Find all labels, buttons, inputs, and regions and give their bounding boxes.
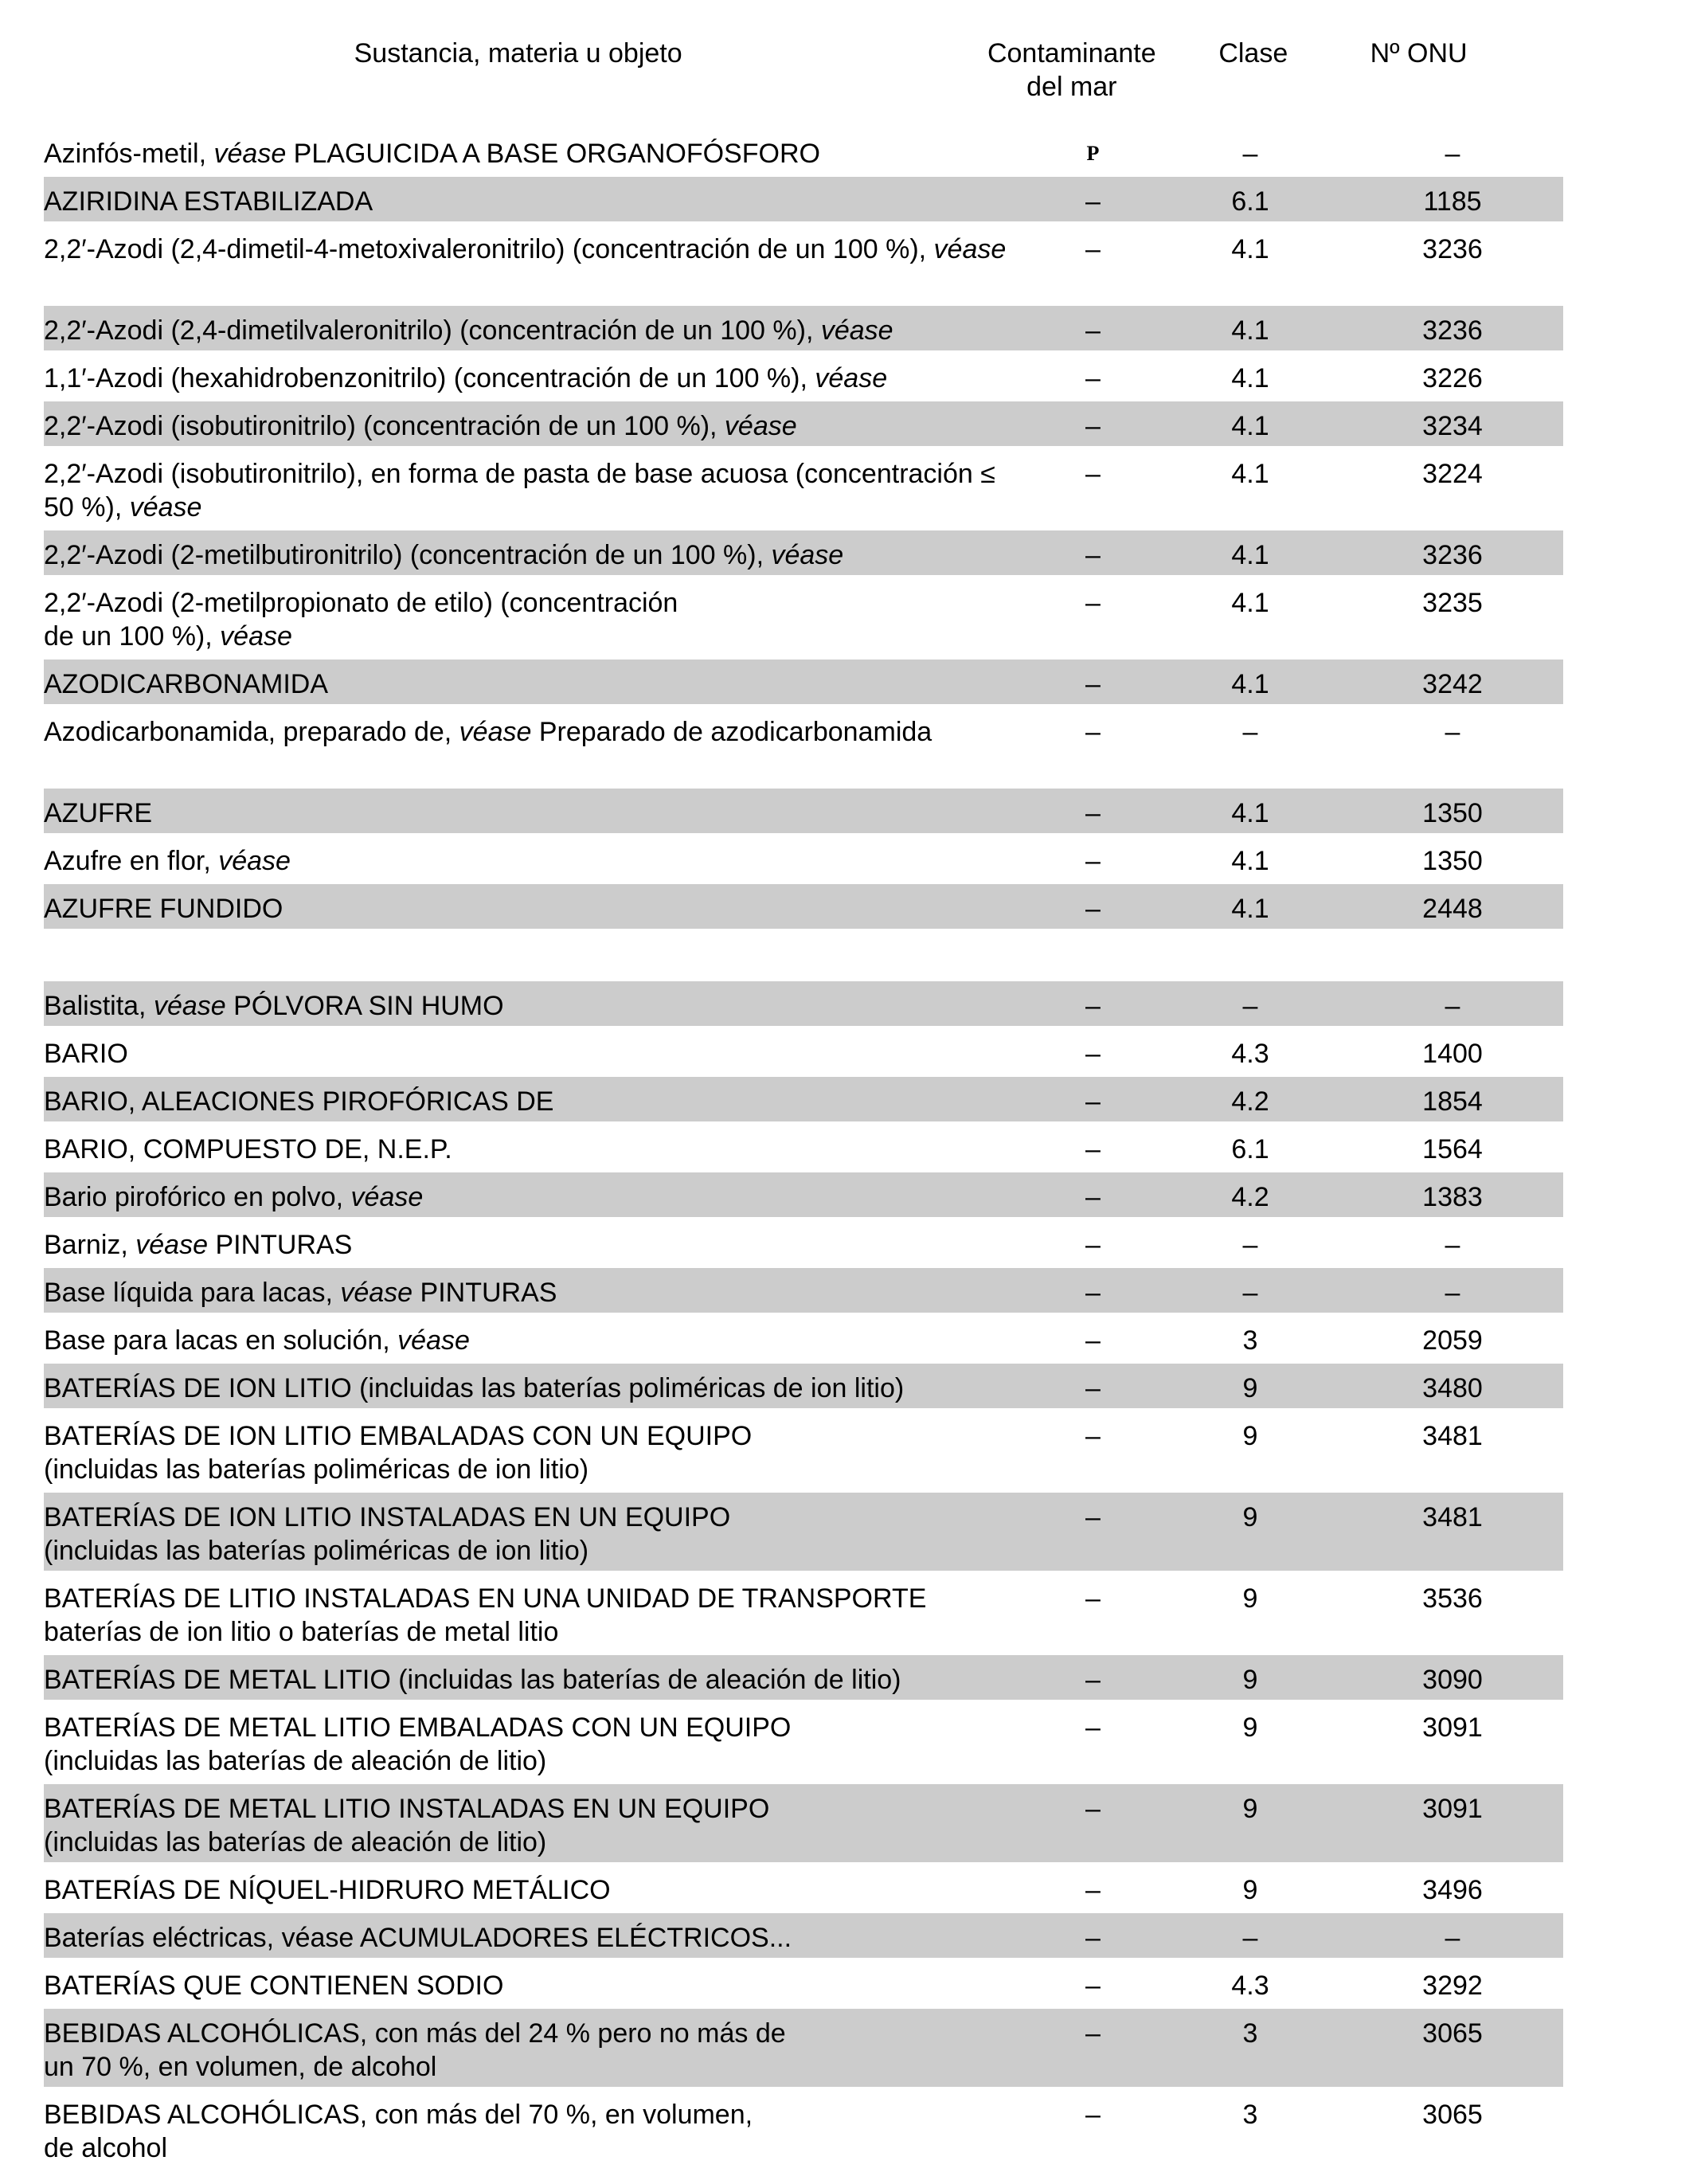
substance-name: [44, 137, 1027, 170]
see-target: Preparado de azodicarbonamida: [531, 717, 933, 747]
substance-text: Azodicarbonamida, preparado de,: [44, 717, 459, 747]
table-body: [44, 129, 1563, 2171]
marine-pollutant: –: [1085, 2018, 1101, 2049]
hazard-class: 4.1: [1231, 669, 1269, 699]
marine-pollutant: –: [1085, 798, 1101, 828]
table-row: [44, 401, 1563, 449]
un-number: 1564: [1422, 1134, 1483, 1164]
marine-pollutant: –: [1085, 1583, 1101, 1614]
un-number: 3236: [1422, 540, 1483, 570]
substance-name: [44, 989, 1027, 1023]
un-number: 3292: [1422, 1971, 1483, 2001]
table-row: [44, 1961, 1563, 2009]
hazard-class: 4.1: [1231, 846, 1269, 876]
see-reference: véase: [397, 1325, 470, 1356]
hazard-class: –: [1242, 717, 1258, 747]
substance-text: BEBIDAS ALCOHÓLICAS, con más del 24 % pero no más de un 70 %, en volumen, de alcohol: [44, 2018, 786, 2082]
substance-name: [44, 1085, 1027, 1118]
table-header: [44, 33, 1563, 129]
table-row: [44, 1703, 1563, 1784]
un-number: 3496: [1422, 1875, 1483, 1905]
un-number: –: [1445, 717, 1460, 747]
substance-name: [44, 1501, 1027, 1568]
substance-text: AZODICARBONAMIDA: [44, 669, 329, 699]
substance-text: Bario pirofórico en polvo,: [44, 1182, 351, 1212]
see-reference: véase: [218, 846, 291, 876]
substance-name: [44, 796, 1027, 830]
un-number: –: [1445, 1923, 1460, 1953]
table-row: [44, 306, 1563, 354]
substance-text: BEBIDAS ALCOHÓLICAS, con más del 70 %, en volumen, de alcohol: [44, 2100, 753, 2163]
hazard-class: 3: [1242, 2018, 1258, 2049]
marine-pollutant: –: [1085, 363, 1101, 393]
un-number: 3235: [1422, 588, 1483, 618]
header-class: Clase: [1218, 38, 1288, 68]
substance-text: 2,2′-Azodi (isobutironitrilo) (concentración de un 100 %),: [44, 411, 725, 441]
marine-pollutant: –: [1085, 315, 1101, 346]
table-row: [44, 1411, 1563, 1493]
table-row: [44, 1029, 1563, 1077]
substance-name: [44, 1921, 1027, 1955]
substance-text: Baterías eléctricas, véase ACUMULADORES ELÉCTRICOS...: [44, 1923, 792, 1953]
hazard-class: 9: [1242, 1583, 1258, 1614]
see-reference: véase: [220, 621, 292, 652]
marine-pollutant: –: [1085, 1421, 1101, 1451]
un-number: 1350: [1422, 798, 1483, 828]
hazard-class: 4.1: [1231, 588, 1269, 618]
hazard-class: 4.1: [1231, 894, 1269, 924]
hazard-class: –: [1242, 1278, 1258, 1308]
marine-pollutant: –: [1085, 1230, 1101, 1260]
table-row: [44, 2009, 1563, 2090]
substance-text: BARIO, COMPUESTO DE, N.E.P.: [44, 1134, 452, 1164]
marine-pollutant: –: [1085, 894, 1101, 924]
hazard-class: 9: [1242, 1794, 1258, 1824]
marine-pollutant: –: [1085, 669, 1101, 699]
substance-text: BATERÍAS QUE CONTIENEN SODIO: [44, 1971, 504, 2001]
marine-pollutant: –: [1085, 1665, 1101, 1695]
header-marine-pollutant: Contaminante del mar: [987, 38, 1156, 102]
hazard-class: 9: [1242, 1502, 1258, 1532]
table-row: [44, 449, 1563, 530]
table-row: [44, 1268, 1563, 1316]
table-row: [44, 354, 1563, 401]
substance-text: 2,2′-Azodi (2,4-dimetil-4-metoxivaleronitrilo) (concentración de un 100 %),: [44, 234, 934, 264]
substance-name: [44, 1372, 1027, 1405]
un-number: 3481: [1422, 1421, 1483, 1451]
un-number: 3226: [1422, 363, 1483, 393]
table-row: [44, 1865, 1563, 1913]
substance-text: Base para lacas en solución,: [44, 1325, 398, 1356]
hazard-class: 9: [1242, 1421, 1258, 1451]
table-row: [44, 1493, 1563, 1574]
substance-name: [44, 1792, 1027, 1859]
substance-name: [44, 1663, 1027, 1697]
table-row: [44, 129, 1563, 177]
table-row: [44, 1784, 1563, 1865]
un-number: 3091: [1422, 1712, 1483, 1743]
substance-name: [44, 1276, 1027, 1309]
hazard-class: 4.1: [1231, 363, 1269, 393]
marine-pollutant: –: [1085, 411, 1101, 441]
marine-pollutant: –: [1085, 1875, 1101, 1905]
marine-pollutant: –: [1085, 2100, 1101, 2130]
marine-pollutant: –: [1085, 1502, 1101, 1532]
substance-text: BATERÍAS DE METAL LITIO EMBALADAS CON UN EQUIPO (incluidas las baterías de aleación de litio): [44, 1712, 792, 1776]
hazard-class: –: [1242, 139, 1258, 169]
marine-pollutant: –: [1085, 1278, 1101, 1308]
table-row: [44, 707, 1563, 789]
un-number: 3536: [1422, 1583, 1483, 1614]
marine-pollutant: –: [1085, 1794, 1101, 1824]
table-row: [44, 1316, 1563, 1364]
un-number: –: [1445, 139, 1460, 169]
hazard-class: 9: [1242, 1875, 1258, 1905]
marine-pollutant: P: [1086, 142, 1100, 165]
un-number: 1854: [1422, 1086, 1483, 1117]
substance-name: [44, 314, 1027, 347]
un-number: 3090: [1422, 1665, 1483, 1695]
substance-name: [44, 1228, 1027, 1262]
see-target: PINTURAS: [208, 1230, 353, 1260]
table-row: [44, 530, 1563, 578]
substance-name: [44, 409, 1027, 443]
substance-text: 2,2′-Azodi (2-metilbutironitrilo) (concentración de un 100 %),: [44, 540, 772, 570]
substance-text: Azufre en flor,: [44, 846, 219, 876]
see-reference: véase: [815, 363, 888, 393]
marine-pollutant: –: [1085, 186, 1101, 217]
table-row: [44, 225, 1563, 306]
table-row: [44, 1172, 1563, 1220]
see-reference: véase: [350, 1182, 424, 1212]
hazard-class: 9: [1242, 1665, 1258, 1695]
hazard-class: 3: [1242, 2100, 1258, 2130]
marine-pollutant: –: [1085, 846, 1101, 876]
substance-text: BATERÍAS DE ION LITIO EMBALADAS CON UN EQUIPO (incluidas las baterías poliméricas de ion litio): [44, 1421, 753, 1485]
table-row: [44, 789, 1563, 836]
table-row: [44, 1220, 1563, 1268]
marine-pollutant: –: [1085, 991, 1101, 1021]
un-number: 1400: [1422, 1039, 1483, 1069]
table-row: [44, 2090, 1563, 2171]
un-number: –: [1445, 1278, 1460, 1308]
marine-pollutant: –: [1085, 1971, 1101, 2001]
see-reference: véase: [771, 540, 844, 570]
see-reference: véase: [459, 717, 532, 747]
substance-name: [44, 2098, 1027, 2165]
marine-pollutant: –: [1085, 1325, 1101, 1356]
marine-pollutant: –: [1085, 588, 1101, 618]
marine-pollutant: –: [1085, 1039, 1101, 1069]
substance-name: [44, 892, 1027, 926]
substance-name: [44, 185, 1027, 218]
hazard-class: 4.1: [1231, 798, 1269, 828]
see-reference: véase: [129, 492, 202, 523]
substance-text: AZIRIDINA ESTABILIZADA: [44, 186, 373, 217]
un-number: 3065: [1422, 2018, 1483, 2049]
hazard-class: 3: [1242, 1325, 1258, 1356]
un-number: 3224: [1422, 459, 1483, 489]
hazard-class: 4.3: [1231, 1039, 1269, 1069]
substance-name: [44, 667, 1027, 701]
substance-name: [44, 1180, 1027, 1214]
substance-name: [44, 1133, 1027, 1166]
table-row: [44, 1913, 1563, 1961]
see-reference: véase: [724, 411, 797, 441]
marine-pollutant: –: [1085, 1134, 1101, 1164]
table-row: [44, 1125, 1563, 1172]
table-row: [44, 1655, 1563, 1703]
see-target: PÓLVORA SIN HUMO: [225, 991, 504, 1021]
table-row: [44, 177, 1563, 225]
table-spacer-row: [44, 932, 1563, 981]
un-number: 3234: [1422, 411, 1483, 441]
substance-text: BARIO: [44, 1039, 128, 1069]
substance-name: [44, 586, 1027, 653]
marine-pollutant: –: [1085, 1182, 1101, 1212]
hazard-class: 9: [1242, 1373, 1258, 1403]
see-reference: véase: [340, 1278, 413, 1308]
hazard-class: 9: [1242, 1712, 1258, 1743]
table-row: [44, 660, 1563, 707]
un-number: 3236: [1422, 315, 1483, 346]
hazard-class: 4.2: [1231, 1182, 1269, 1212]
see-reference: véase: [153, 991, 226, 1021]
hazard-class: 4.1: [1231, 411, 1269, 441]
marine-pollutant: –: [1085, 1373, 1101, 1403]
un-number: 3242: [1422, 669, 1483, 699]
table-row: [44, 981, 1563, 1029]
substance-name: [44, 1582, 1027, 1649]
hazard-class: 4.1: [1231, 459, 1269, 489]
substance-text: BATERÍAS DE LITIO INSTALADAS EN UNA UNIDAD DE TRANSPORTE baterías de ion litio o baterías de metal litio: [44, 1583, 927, 1647]
un-number: –: [1445, 1230, 1460, 1260]
substance-name: [44, 457, 1027, 524]
substance-name: [44, 233, 1027, 266]
un-number: 1383: [1422, 1182, 1483, 1212]
un-number: 1350: [1422, 846, 1483, 876]
substance-text: 2,2′-Azodi (isobutironitrilo), en forma de pasta de base acuosa (concentración ≤ 50 %),: [44, 459, 995, 523]
marine-pollutant: –: [1085, 234, 1101, 264]
see-reference: véase: [213, 139, 287, 169]
substance-text: 2,2′-Azodi (2,4-dimetilvaleronitrilo) (concentración de un 100 %),: [44, 315, 821, 346]
see-reference: véase: [933, 234, 1007, 264]
un-number: 3091: [1422, 1794, 1483, 1824]
un-number: 3236: [1422, 234, 1483, 264]
un-number: 2448: [1422, 894, 1483, 924]
substance-text: Base líquida para lacas,: [44, 1278, 341, 1308]
substance-text: BATERÍAS DE NÍQUEL-HIDRURO METÁLICO: [44, 1875, 611, 1905]
substance-name: [44, 362, 1027, 395]
hazard-class: 4.1: [1231, 234, 1269, 264]
un-number: 3065: [1422, 2100, 1483, 2130]
document-page: [44, 33, 1563, 2171]
substance-name: [44, 1037, 1027, 1070]
substance-name: [44, 1419, 1027, 1486]
hazard-class: 6.1: [1231, 1134, 1269, 1164]
marine-pollutant: –: [1085, 1086, 1101, 1117]
hazard-class: 4.3: [1231, 1971, 1269, 2001]
marine-pollutant: –: [1085, 717, 1101, 747]
marine-pollutant: –: [1085, 459, 1101, 489]
un-number: 3480: [1422, 1373, 1483, 1403]
substance-text: Balistita,: [44, 991, 154, 1021]
table-row: [44, 1364, 1563, 1411]
substance-text: Barniz,: [44, 1230, 136, 1260]
header-substance: Sustancia, materia u objeto: [354, 38, 682, 68]
hazard-class: –: [1242, 1923, 1258, 1953]
substance-text: AZUFRE: [44, 798, 152, 828]
substance-name: [44, 538, 1027, 572]
table-row: [44, 1574, 1563, 1655]
un-number: 1185: [1423, 186, 1482, 217]
hazard-class: 4.1: [1231, 315, 1269, 346]
substance-text: BATERÍAS DE ION LITIO INSTALADAS EN UN EQUIPO (incluidas las baterías poliméricas de ion litio): [44, 1502, 731, 1566]
un-number: 3481: [1422, 1502, 1483, 1532]
header-un-number: Nº ONU: [1370, 38, 1468, 68]
substance-text: BATERÍAS DE ION LITIO (incluidas las baterías poliméricas de ion litio): [44, 1373, 905, 1403]
table-row: [44, 1077, 1563, 1125]
substance-text: Azinfós-metil,: [44, 139, 214, 169]
un-number: –: [1445, 991, 1460, 1021]
substance-name: [44, 1711, 1027, 1778]
hazard-class: 6.1: [1231, 186, 1269, 217]
see-target: PINTURAS: [412, 1278, 557, 1308]
substance-text: BATERÍAS DE METAL LITIO (incluidas las baterías de aleación de litio): [44, 1665, 901, 1695]
marine-pollutant: –: [1085, 1923, 1101, 1953]
substance-text: 2,2′-Azodi (2-metilpropionato de etilo) (concentración de un 100 %),: [44, 588, 678, 652]
see-reference: véase: [135, 1230, 208, 1260]
table-row: [44, 884, 1563, 932]
substance-name: [44, 1324, 1027, 1357]
hazard-class: 4.1: [1231, 540, 1269, 570]
substance-text: BARIO, ALEACIONES PIROFÓRICAS DE: [44, 1086, 554, 1117]
substance-text: BATERÍAS DE METAL LITIO INSTALADAS EN UN EQUIPO (incluidas las baterías de aleación de litio): [44, 1794, 770, 1857]
table-row: [44, 836, 1563, 884]
substance-name: [44, 715, 1027, 749]
marine-pollutant: –: [1085, 1712, 1101, 1743]
hazard-class: –: [1242, 991, 1258, 1021]
marine-pollutant: –: [1085, 540, 1101, 570]
substance-name: [44, 2017, 1027, 2084]
table-row: [44, 578, 1563, 660]
substance-name: [44, 1873, 1027, 1907]
un-number: 2059: [1422, 1325, 1483, 1356]
hazard-class: –: [1242, 1230, 1258, 1260]
hazard-class: 4.2: [1231, 1086, 1269, 1117]
substance-name: [44, 1969, 1027, 2002]
substance-text: 1,1′-Azodi (hexahidrobenzonitrilo) (concentración de un 100 %),: [44, 363, 815, 393]
substance-text: AZUFRE FUNDIDO: [44, 894, 283, 924]
see-target: PLAGUICIDA A BASE ORGANOFÓSFORO: [286, 139, 820, 169]
substance-name: [44, 844, 1027, 878]
see-reference: véase: [820, 315, 893, 346]
